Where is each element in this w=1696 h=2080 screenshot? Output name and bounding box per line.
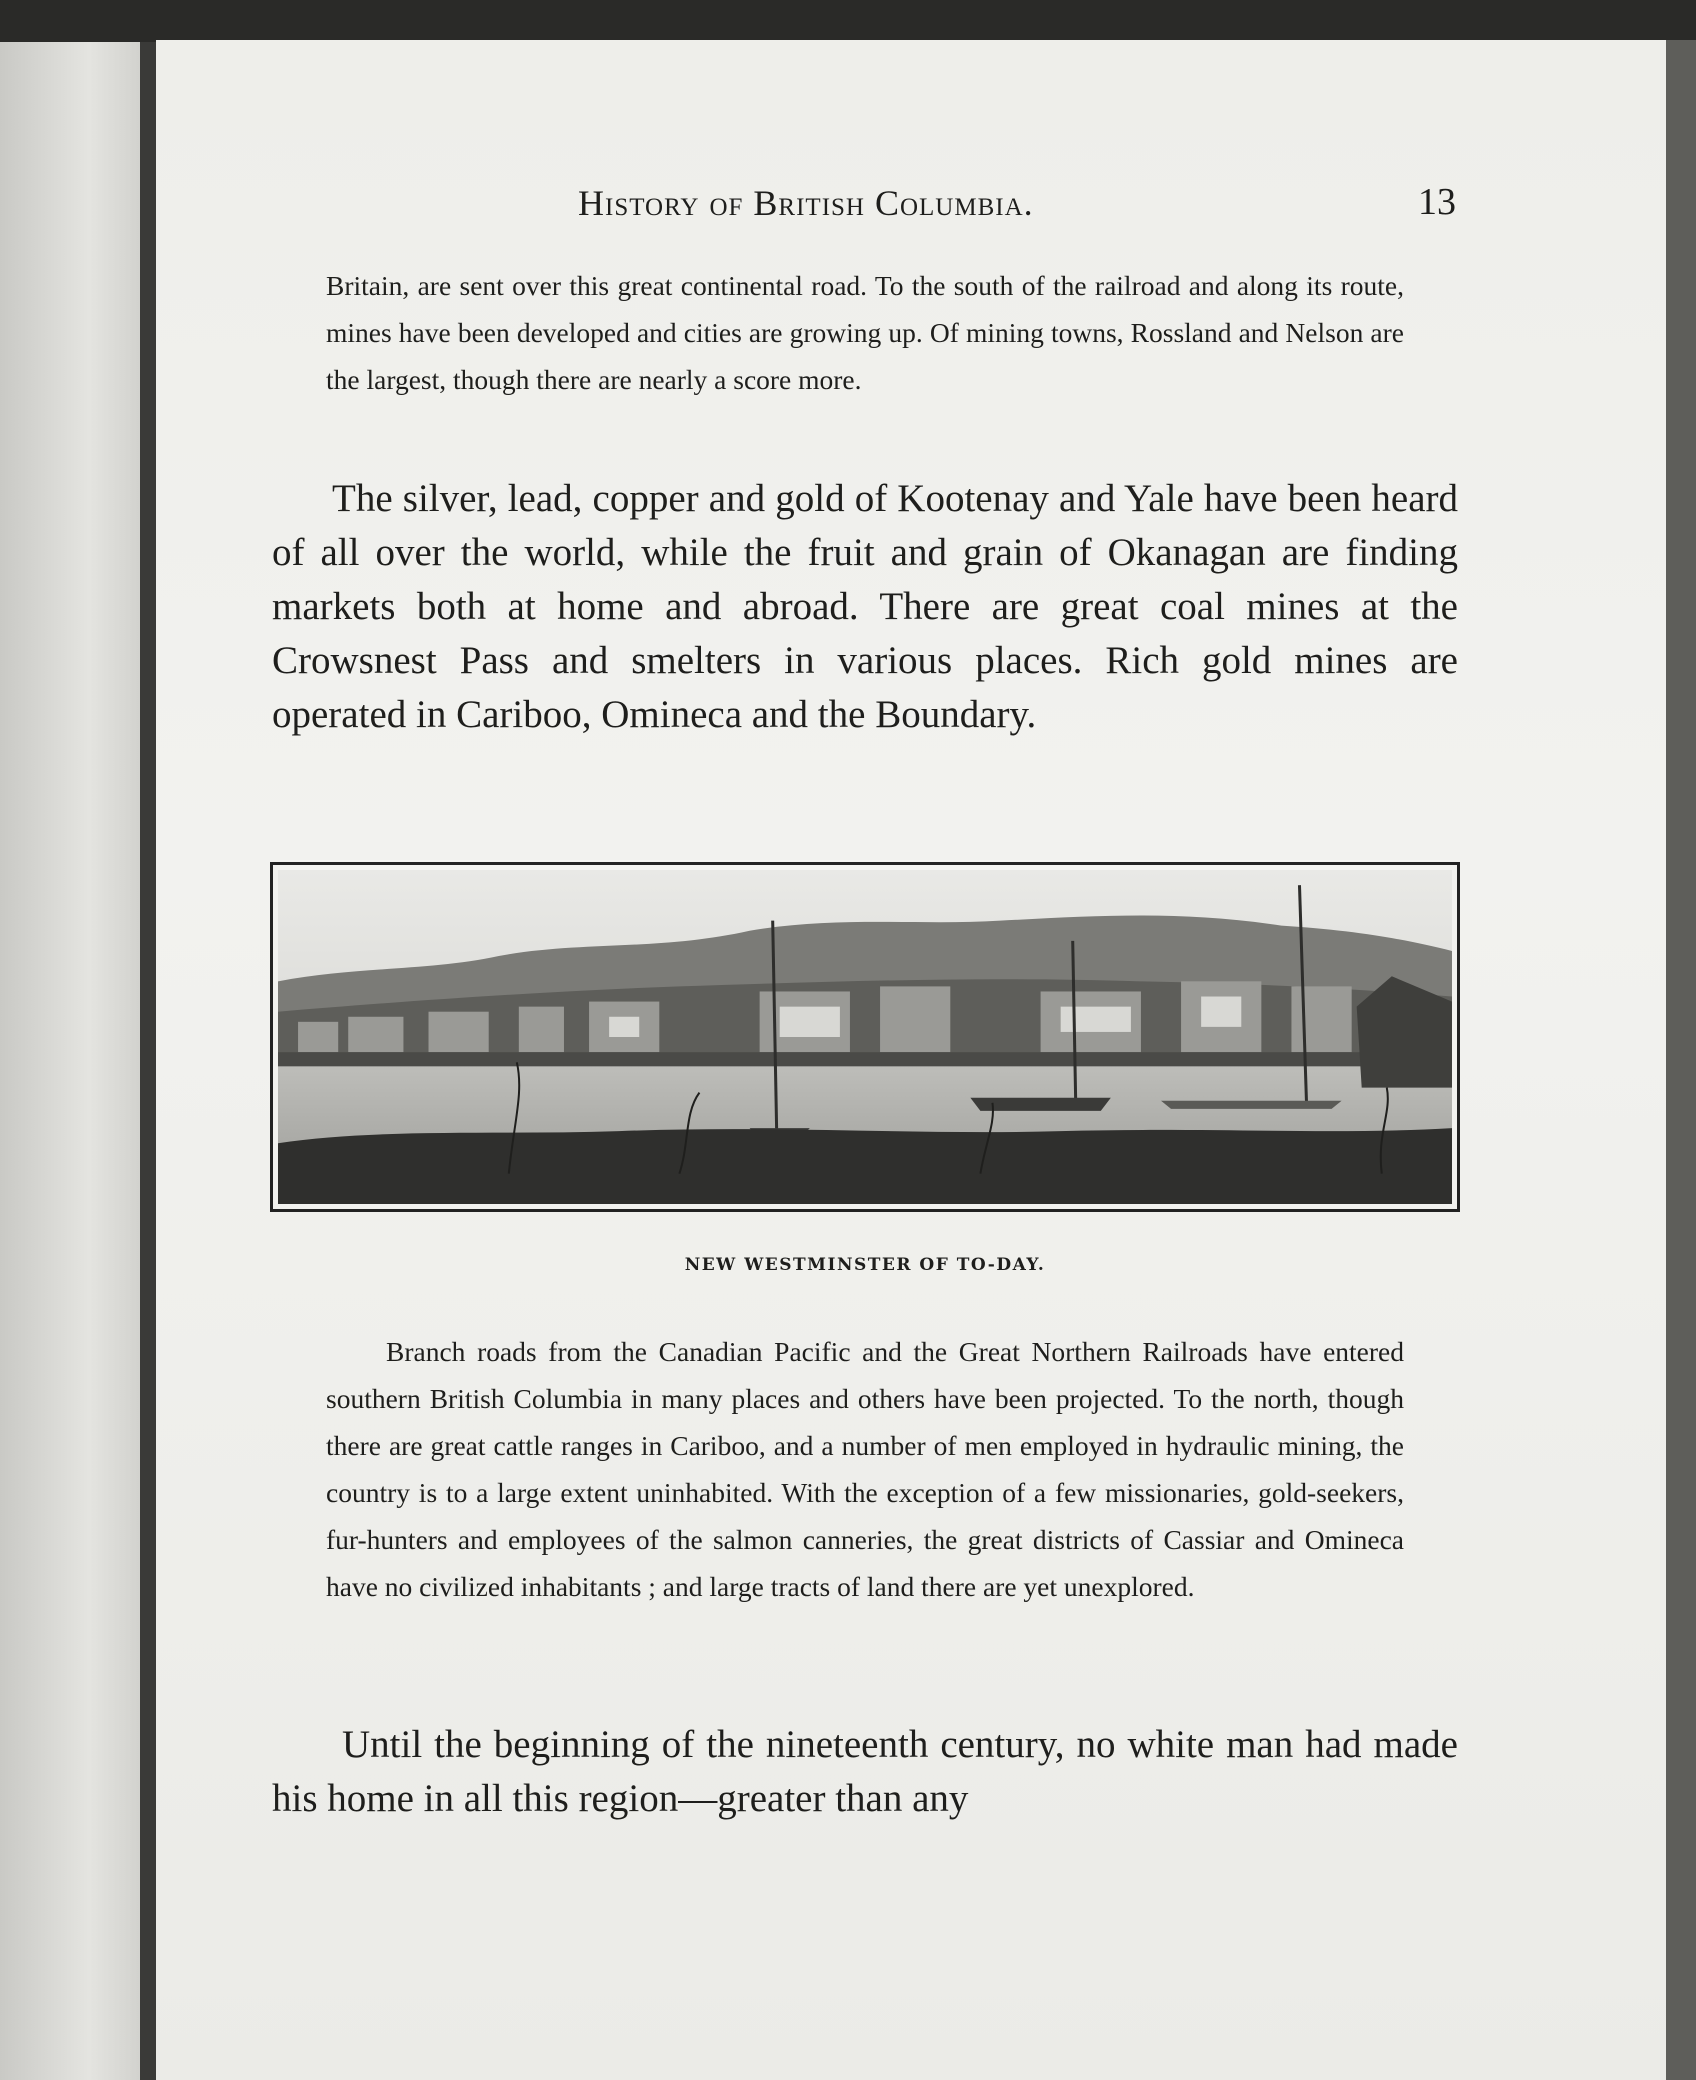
paragraph-small-2: Branch roads from the Canadian Pacific and the Great Northern Railroads have entered southern British Columbia in many places and others have been projected. To the north, though there are great cattle ranges in Cariboo, and a number of men employed in hydraulic mining, the country is to a large extent uninhabited. With the exception of a few missionaries, gold-seekers, fur-hunters and employees of the salmon canneries, the great districts of Cassiar and Omineca have no civilized inhabitants ; and large tracts of land there are yet unexplored. bbox=[326, 1336, 1404, 1602]
running-title: History of British Columbia. bbox=[578, 183, 1034, 223]
facing-page-edge bbox=[0, 42, 148, 2080]
page-number: 13 bbox=[1418, 181, 1456, 223]
paragraph-large-1: The silver, lead, copper and gold of Kootenay and Yale have been heard of all over the world, while the fruit and grain of Okanagan are finding markets both at home and abroad. There are great coal mines at the Crowsnest Pass and smelters in various places. Rich gold mines are operated in Cariboo, Omineca and the Boundary. bbox=[272, 477, 1458, 736]
scan-right-border bbox=[1666, 40, 1696, 2080]
scan-top-border bbox=[0, 0, 1696, 42]
harbor-photo-illustration bbox=[278, 870, 1452, 1204]
paragraph-small-1: Britain, are sent over this great continental road. To the south of the railroad and along its route, mines have been developed and cities are growing up. Of mining towns, Rossland and Nelson are the largest, though there are nearly a score more. bbox=[326, 270, 1404, 395]
figure-caption: NEW WESTMINSTER OF TO-DAY. bbox=[684, 1255, 1046, 1275]
new-westminster-photo bbox=[270, 862, 1460, 1212]
paragraph-large-2: Until the beginning of the nineteenth century, no white man had made his home in all this region—greater than any bbox=[272, 1723, 1458, 1820]
